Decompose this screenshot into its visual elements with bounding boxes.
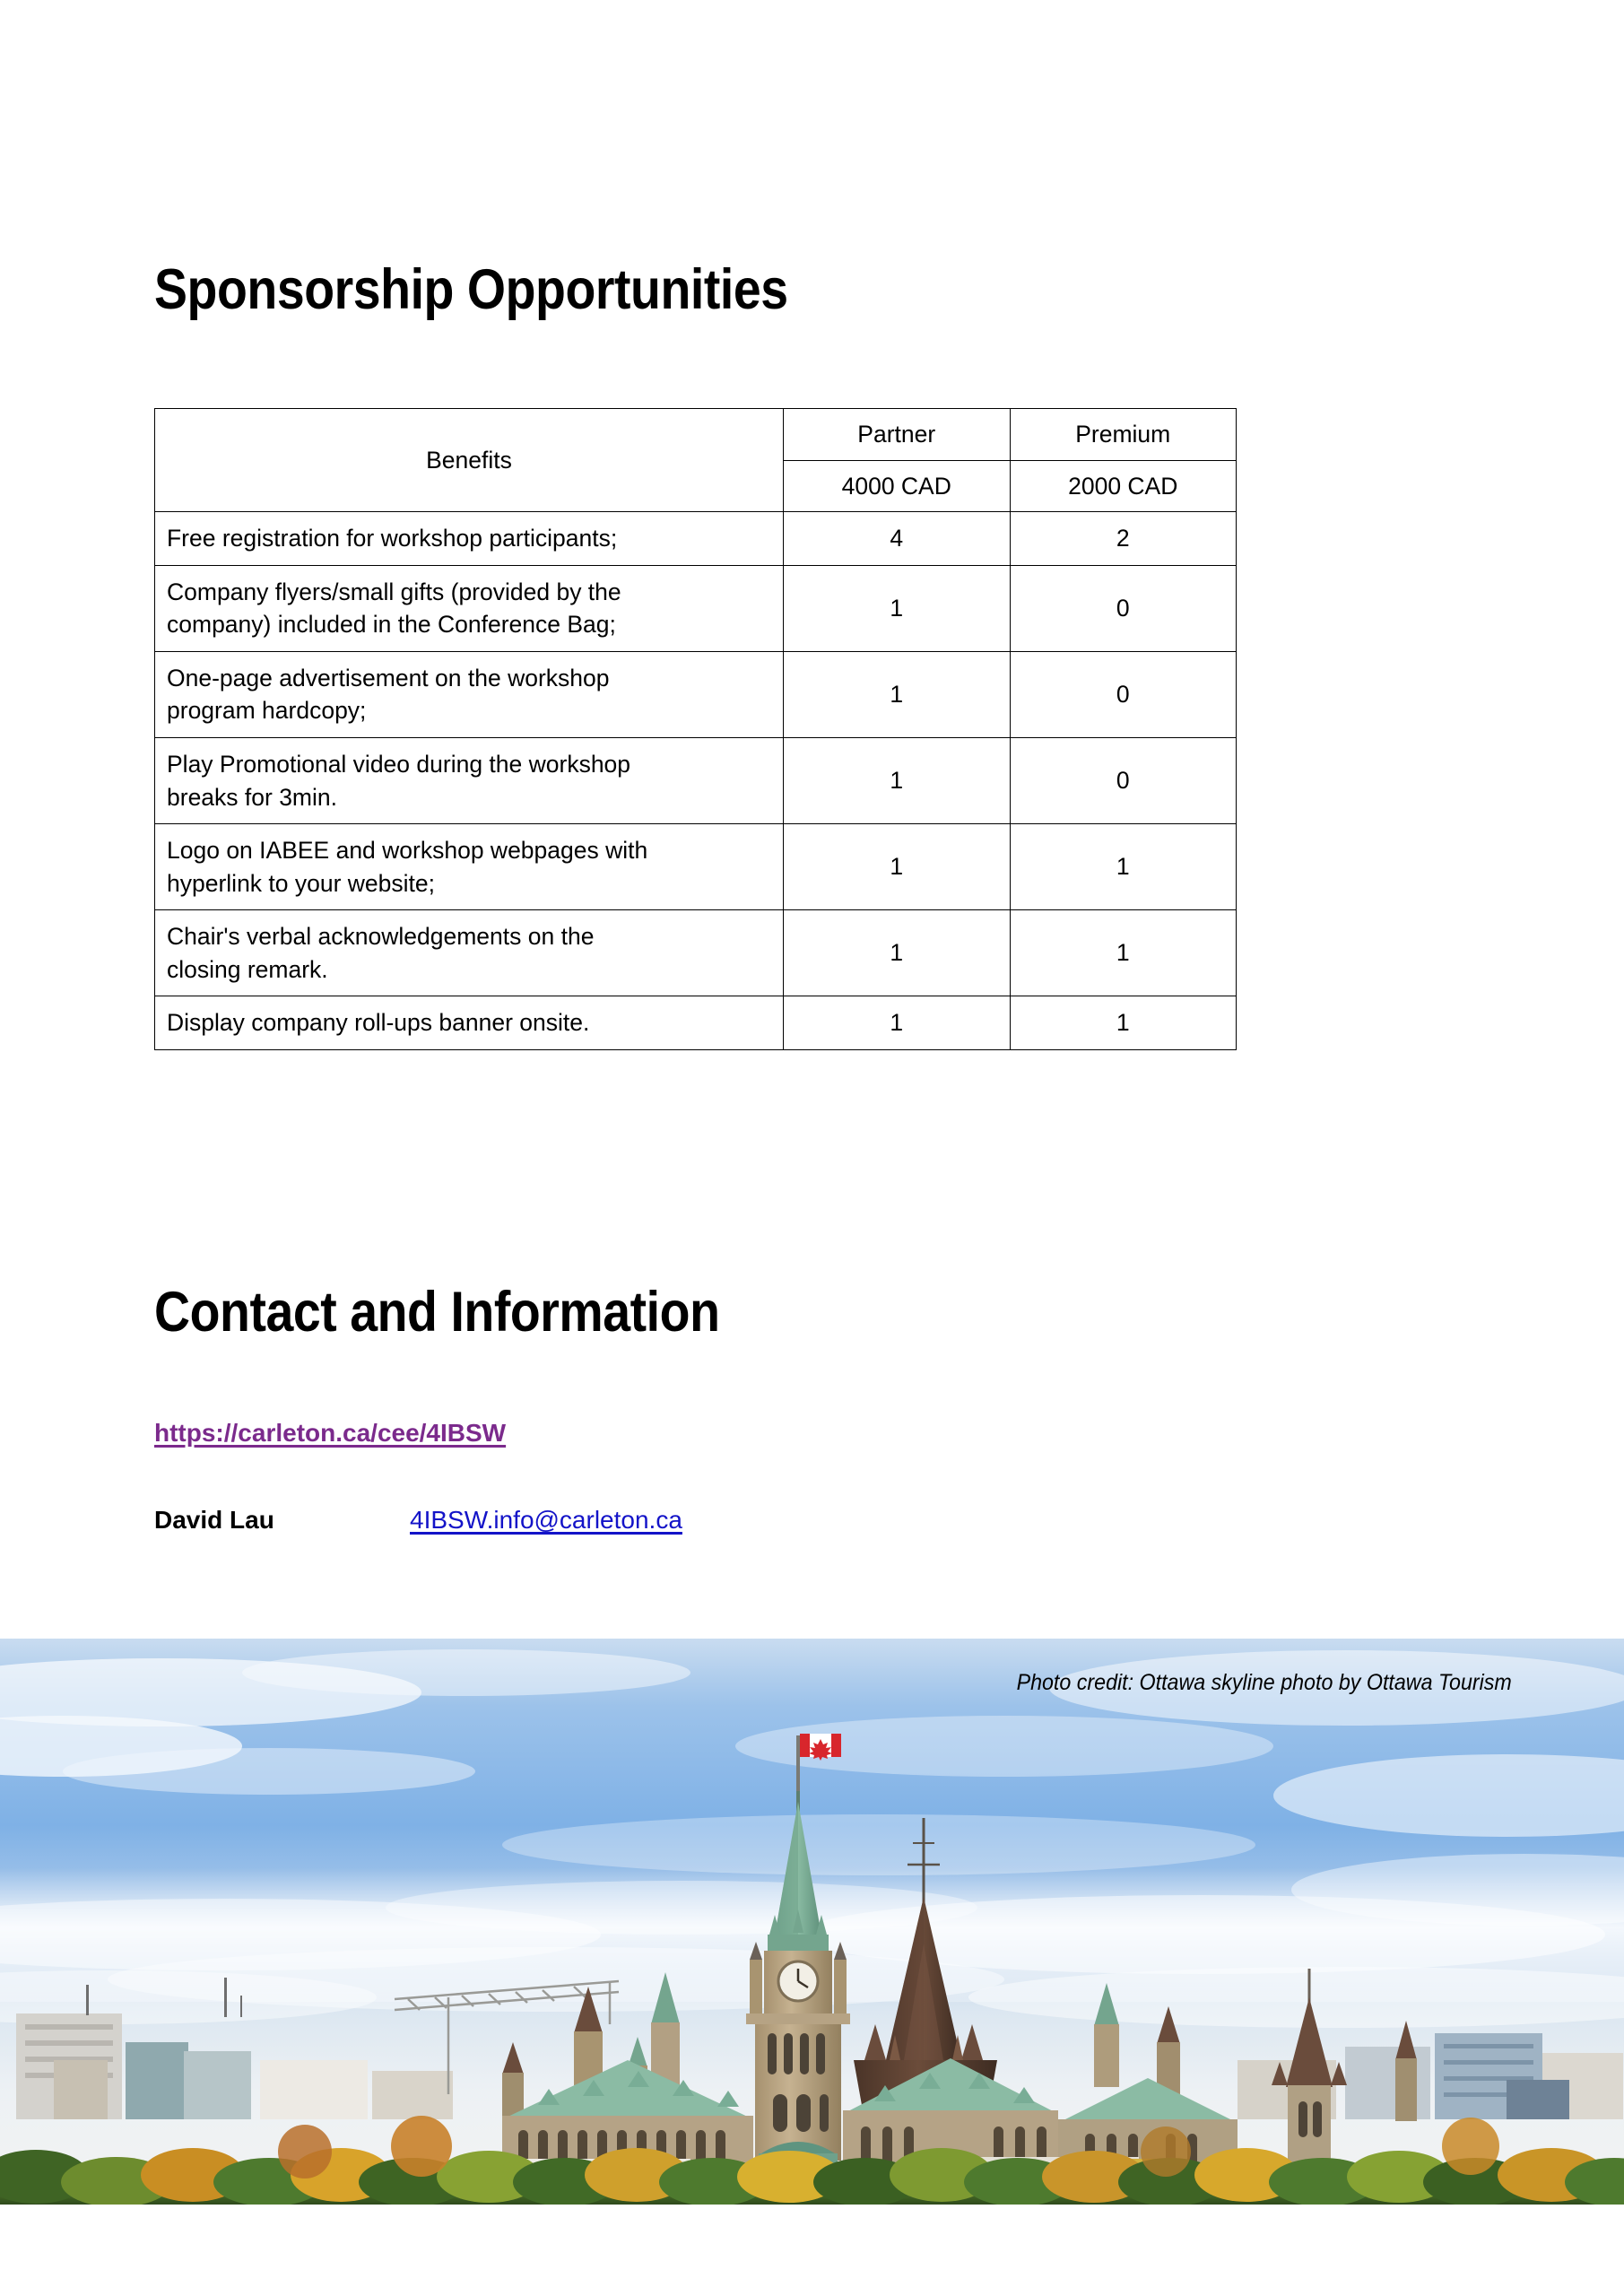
benefit-text-line: Play Promotional video during the workshop	[167, 750, 631, 778]
partner-value: 4	[784, 512, 1011, 566]
benefit-text-line: One-page advertisement on the workshop	[167, 664, 610, 691]
benefit-text-line: Company flyers/small gifts (provided by the	[167, 578, 621, 605]
contact-email-link[interactable]: 4IBSW.info@carleton.ca	[410, 1506, 682, 1534]
premium-value: 1	[1010, 996, 1237, 1050]
premium-value: 1	[1010, 910, 1237, 996]
benefit-cell	[155, 512, 784, 566]
benefit-cell	[155, 651, 784, 737]
contact-person-name: David Lau	[154, 1506, 274, 1534]
table-row	[155, 824, 1237, 910]
benefit-text-line: Free registration for workshop participants;	[167, 525, 618, 552]
benefit-text-line: closing remark.	[167, 955, 328, 983]
table-row	[155, 512, 1237, 566]
partner-value: 1	[784, 996, 1011, 1050]
table-header-tier-partner: Partner	[784, 409, 1011, 461]
table-row	[155, 651, 1237, 737]
table-price-premium: 2000 CAD	[1010, 460, 1237, 512]
skyline-illustration	[0, 1639, 1624, 2205]
table-header-benefits: Benefits	[155, 409, 784, 512]
benefit-text-line: company) included in the Conference Bag;	[167, 611, 616, 639]
partner-value: 1	[784, 910, 1011, 996]
contact-person-row	[154, 1504, 682, 1536]
table-header-tier-premium: Premium	[1010, 409, 1237, 461]
table-header-row	[155, 409, 1237, 461]
premium-value: 2	[1010, 512, 1237, 566]
page-title-contact: Contact and Information	[154, 1281, 720, 1344]
benefit-text-line: breaks for 3min.	[167, 783, 337, 811]
benefit-text-line: Logo on IABEE and workshop webpages with	[167, 837, 648, 865]
page-title-sponsorship: Sponsorship Opportunities	[154, 258, 788, 321]
table-row	[155, 565, 1237, 651]
partner-value: 1	[784, 824, 1011, 910]
partner-value: 1	[784, 651, 1011, 737]
partner-value: 1	[784, 565, 1011, 651]
photo-credit-caption: Photo credit: Ottawa skyline photo by Ottawa Tourism	[1016, 1670, 1512, 1695]
canadian-flag	[800, 1734, 841, 1761]
table-price-partner: 4000 CAD	[784, 460, 1011, 512]
benefit-cell	[155, 737, 784, 823]
premium-value: 0	[1010, 737, 1237, 823]
table-row	[155, 910, 1237, 996]
sponsorship-table	[154, 408, 1237, 1050]
benefit-cell	[155, 824, 784, 910]
workshop-website-link[interactable]: https://carleton.ca/cee/4IBSW	[154, 1419, 507, 1447]
benefit-cell	[155, 910, 784, 996]
premium-value: 0	[1010, 651, 1237, 737]
benefit-cell	[155, 996, 784, 1050]
premium-value: 1	[1010, 824, 1237, 910]
benefit-cell	[155, 565, 784, 651]
ottawa-skyline-photo	[0, 1639, 1624, 2205]
table-row	[155, 996, 1237, 1050]
benefit-text-line: program hardcopy;	[167, 697, 367, 725]
benefit-text-line: Chair's verbal acknowledgements on the	[167, 923, 595, 951]
partner-value: 1	[784, 737, 1011, 823]
table-row	[155, 737, 1237, 823]
benefit-text-line: hyperlink to your website;	[167, 869, 436, 897]
premium-value: 0	[1010, 565, 1237, 651]
benefit-text-line: Display company roll-ups banner onsite.	[167, 1009, 590, 1037]
